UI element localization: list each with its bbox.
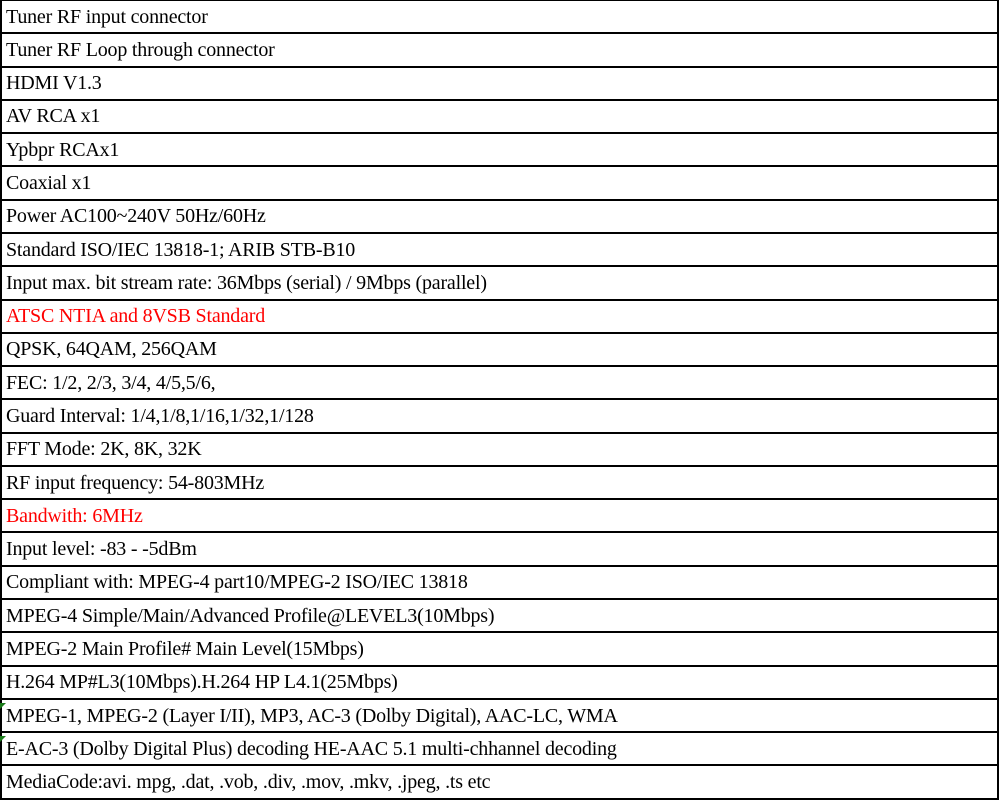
table-row	[1, 200, 998, 233]
table-row	[1, 399, 998, 432]
table-row	[1, 67, 998, 100]
table-row	[1, 433, 998, 466]
spec-cell: MPEG-2 Main Profile# Main Level(15Mbps)	[1, 632, 998, 665]
spec-cell: HDMI V1.3	[1, 67, 998, 100]
table-row	[1, 133, 998, 166]
table-row	[1, 566, 998, 599]
spec-cell-highlight: Bandwith: 6MHz	[1, 499, 998, 532]
spec-cell: QPSK, 64QAM, 256QAM	[1, 333, 998, 366]
table-row	[1, 599, 998, 632]
table-row	[1, 632, 998, 665]
spec-cell: Input level: -83 - -5dBm	[1, 532, 998, 565]
table-row	[1, 732, 998, 765]
table-row	[1, 233, 998, 266]
table-row	[1, 765, 998, 799]
table-row	[1, 333, 998, 366]
table-row	[1, 1, 998, 34]
spec-cell-highlight: ATSC NTIA and 8VSB Standard	[1, 300, 998, 333]
spec-cell: AV RCA x1	[1, 100, 998, 133]
table-row	[1, 100, 998, 133]
table-row	[1, 300, 998, 333]
spec-cell: Guard Interval: 1/4,1/8,1/16,1/32,1/128	[1, 399, 998, 432]
table-row	[1, 366, 998, 399]
spec-cell: Coaxial x1	[1, 166, 998, 199]
cell-error-marker-icon	[0, 703, 6, 709]
spec-cell: E-AC-3 (Dolby Digital Plus) decoding HE-AAC 5.1 multi-chhannel decoding	[1, 732, 998, 765]
spec-cell: MPEG-1, MPEG-2 (Layer I/II), MP3, AC-3 (Dolby Digital), AAC-LC, WMA	[1, 699, 998, 732]
spec-cell: Power AC100~240V 50Hz/60Hz	[1, 200, 998, 233]
table-row	[1, 699, 998, 732]
table-row	[1, 532, 998, 565]
spec-cell: Ypbpr RCAx1	[1, 133, 998, 166]
table-row	[1, 466, 998, 499]
spec-cell: H.264 MP#L3(10Mbps).H.264 HP L4.1(25Mbps)	[1, 666, 998, 699]
table-row	[1, 499, 998, 532]
table-row	[1, 33, 998, 66]
table-row	[1, 166, 998, 199]
cell-error-marker-icon	[0, 736, 6, 742]
spec-cell: Tuner RF input connector	[1, 1, 998, 34]
spec-cell: FFT Mode: 2K, 8K, 32K	[1, 433, 998, 466]
spec-cell: Standard ISO/IEC 13818-1; ARIB STB-B10	[1, 233, 998, 266]
spec-cell: RF input frequency: 54-803MHz	[1, 466, 998, 499]
spec-cell: Tuner RF Loop through connector	[1, 33, 998, 66]
spec-cell: MediaCode:avi. mpg, .dat, .vob, .div, .mov, .mkv, .jpeg, .ts etc	[1, 765, 998, 799]
table-row	[1, 266, 998, 299]
spec-cell: MPEG-4 Simple/Main/Advanced Profile@LEVEL3(10Mbps)	[1, 599, 998, 632]
spec-cell: Input max. bit stream rate: 36Mbps (serial) / 9Mbps (parallel)	[1, 266, 998, 299]
table-row	[1, 666, 998, 699]
spec-cell: Compliant with: MPEG-4 part10/MPEG-2 ISO/IEC 13818	[1, 566, 998, 599]
spec-cell: FEC: 1/2, 2/3, 3/4, 4/5,5/6,	[1, 366, 998, 399]
